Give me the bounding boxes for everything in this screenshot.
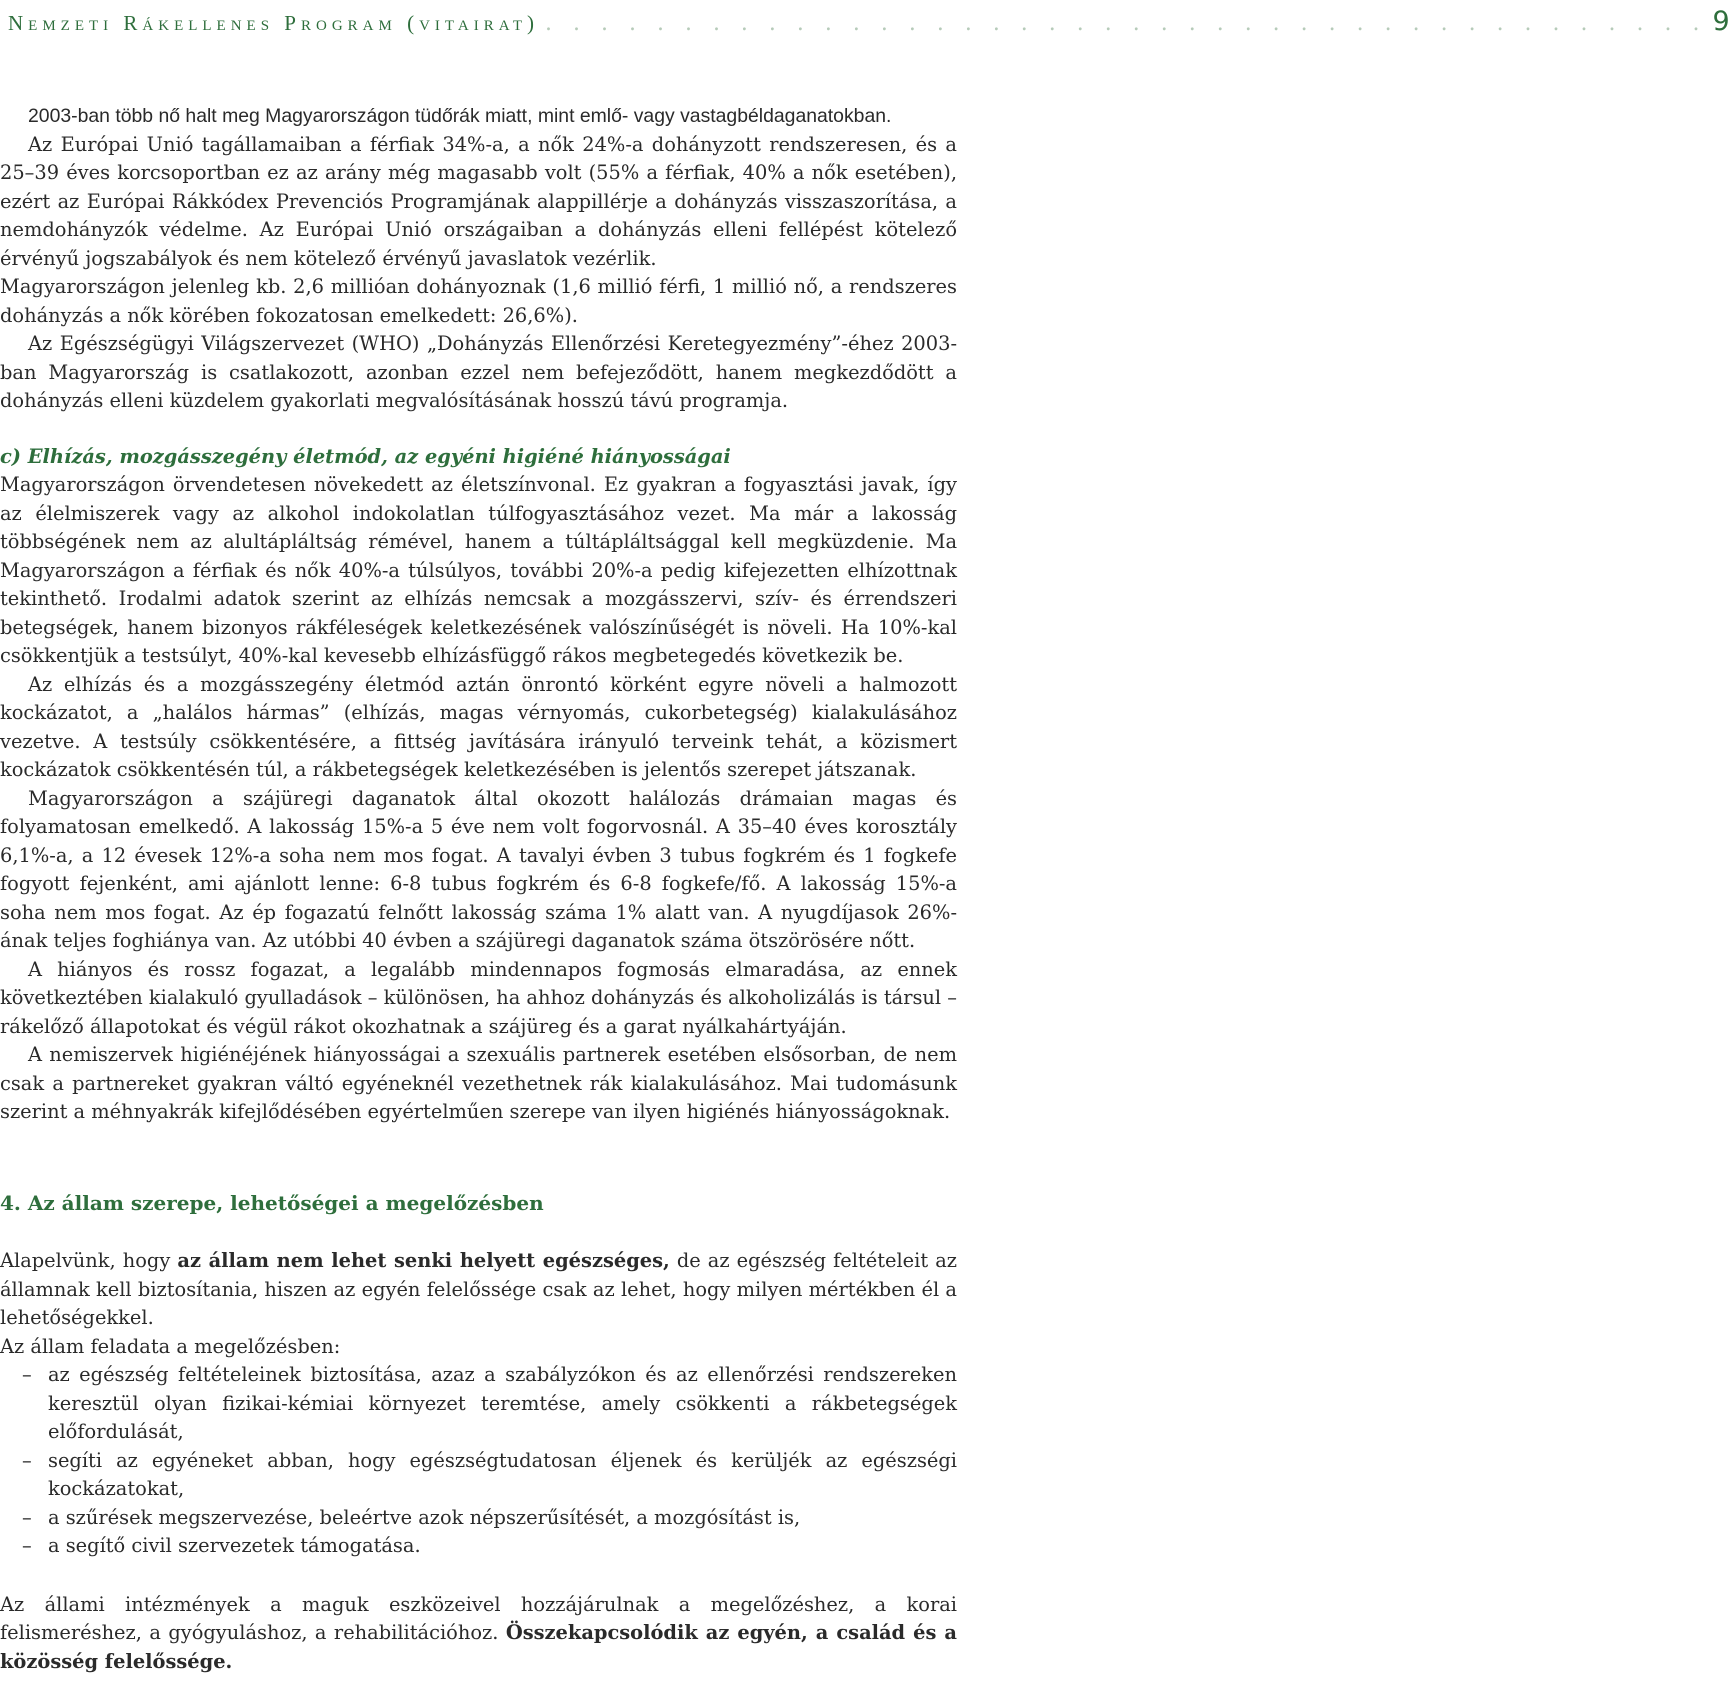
closing-paragraph xyxy=(0,1591,957,1677)
list-item xyxy=(0,1361,957,1447)
paragraph: Magyarországon örvendetesen növekedett az életszínvonal. Ez gyakran a fogyasztási javak, így az élelmiszerek vagy az alkohol indokolatlan túlfogyasztásához vezet. Ma már a lakosság többségének nem az alultápláltság rémével, hanem a túltápláltsággal kell megküzdenie. Ma Magyarországon a férfiak és nők 40%-a túlsúlyos, további 20%-a pedig kifejezetten elhízottnak tekinthető. Irodalmi adatok szerint az elhízás nemcsak a mozgásszervi, szív- és érrendszeri betegségek, hanem bizonyos rákféleségek keletkezésének valószínűségét is növeli. Ha 10%-kal csökkentjük a testsúlyt, 40%-kal kevesebb elhízásfüggő rákos megbetegedés következik be. xyxy=(0,473,957,667)
list-item xyxy=(0,1504,957,1533)
task-list-intro: Az állam feladata a megelőzésben: xyxy=(0,1334,341,1358)
paragraph: Magyarországon jelenleg kb. 2,6 millióan dohányoznak (1,6 millió férfi, 1 millió nő, a rendszeres dohányzás a nők körében fokozatosan emelkedett: 26,6%). xyxy=(0,275,957,327)
paragraph: Magyarországon a szájüregi daganatok által okozott halálozás drámaian magas és folyamatosan emelkedő. A lakosság 15%-a 5 éve nem volt fogorvosnál. A 35–40 éves korosztály 6,1%-a, a 12 évesek 12%-a soha nem mos fogat. A tavalyi évben 3 tubus fogkrém és 1 fogkefe fogyott fejenként, ami ajánlott lenne: 6-8 tubus fogkrém és 6-8 fogkefe/fő. A lakosság 15%-a soha nem mos fogat. Az ép fogazatú felnőtt lakosság száma 1% alatt van. A nyugdíjasok 26%-ának teljes foghiánya van. Az utóbbi 40 évben a szájüregi daganatok száma ötszörösére nőtt. xyxy=(0,786,957,952)
spacer xyxy=(0,1561,957,1591)
body-text xyxy=(0,102,957,1676)
task-list xyxy=(0,1361,957,1561)
dash-bullet: – xyxy=(22,1363,32,1386)
list-item-text: a segítő civil szervezetek támogatása. xyxy=(48,1534,421,1557)
principle-paragraph xyxy=(0,1247,957,1333)
paragraph: Az elhízás és a mozgásszegény életmód aztán önrontó körként egyre növeli a halmozott kockázatot, a „halálos hármas” (elhízás, magas vérnyomás, cukorbetegség) kialakulásához vezetve. A testsúly csökkentésére, a fittség javítására irányuló terveink tehát, a közismert kockázatok csökkentésén túl, a rákbetegségek keletkezésében is jelentős szerepet játszanak. xyxy=(0,672,957,781)
section-heading: 4. Az állam szerepe, lehetőségei a megelőzésben xyxy=(0,1190,544,1215)
running-header xyxy=(8,6,1730,40)
list-item-text: az egészség feltételeinek biztosítása, azaz a szabályzókon és az ellenőrzési rendszereken keresztül olyan fizikai-kémiai környezet teremtése, amely csökkenti a rákbetegségek előfordulását, xyxy=(48,1363,957,1443)
list-item-text: a szűrések megszervezése, beleértve azok népszerűsítését, a mozgósítást is, xyxy=(48,1505,801,1529)
principle-text-end: de az egészség feltételeit az államnak kell biztosítania, hiszen az egyén felelőssége csak az lehet, hogy milyen mértékben él a lehetőségekkel. xyxy=(0,1249,957,1329)
subsection-heading: c) Elhízás, mozgásszegény életmód, az egyéni higiéné hiányosságai xyxy=(0,444,731,468)
paragraph: Az Európai Unió tagállamaiban a férfiak 34%-a, a nők 24%-a dohányzott rendszeresen, és a 25–39 éves korcsoportban ez az arány még magasabb volt (55% a férfiak, 40% a nők esetében), ezért az Európai Rákkódex Prevenciós Programjának alappillérje a dohányzás visszaszorítása, a nemdohányzók védelme. Az Európai Unió országaiban a dohányzás elleni fellépést kötelező érvényű jogszabályok és nem kötelező érvényű javaslatok vezérlik. xyxy=(0,132,957,270)
dash-bullet: – xyxy=(22,1534,32,1557)
paragraph: Az Egészségügyi Világszervezet (WHO) „Dohányzás Ellenőrzési Keretegyezmény”-éhez 2003-ban Magyarország is csatlakozott, azonban ezzel nem befejeződött, hanem megkezdődött a dohányzás elleni küzdelem gyakorlati megvalósításának hosszú távú programja. xyxy=(0,332,957,412)
dash-bullet: – xyxy=(22,1505,32,1529)
closing-text: Az állami intézmények a maguk eszközeivel hozzájárulnak a megelőzéshez, a korai felismeréshez, a gyógyuláshoz, a rehabilitációhoz. xyxy=(0,1592,957,1644)
closing-bold-text: Összekapcsolódik az egyén, a család és a közösség felelőssége. xyxy=(0,1621,957,1673)
paragraph: 2003-ban több nő halt meg Magyarországon tüdőrák miatt, mint emlő- vagy vastagbéldaganatokban. xyxy=(28,105,892,127)
list-item-text: segíti az egyéneket abban, hogy egészségtudatosan éljenek és kerüljék az egészségi kockázatokat, xyxy=(48,1448,957,1500)
paragraph: A nemiszervek higiénéjének hiányosságai a szexuális partnerek esetében elsősorban, de nem csak a partnereket gyakran váltó egyéneknél vezethetnek rák kialakulásához. Mai tudomásunk szerint a méhnyakrák kifejlődésében egyértelműen szerepe van ilyen higiénés hiányosságoknak. xyxy=(0,1043,957,1123)
header-title: Nemzeti Rákellenes Program (vitairat) xyxy=(8,11,540,35)
dash-bullet: – xyxy=(22,1448,32,1472)
principle-text-start: Alapelvünk, hogy xyxy=(0,1249,178,1272)
header-leader-dots: . . . . . . . . . . . . . . . . . . . . . . . . . . . . . . . . . . . . . . . . . . xyxy=(545,11,1707,36)
list-item xyxy=(0,1447,957,1504)
page-number: 9 xyxy=(1712,6,1730,37)
principle-bold-text: az állam nem lehet senki helyett egészséges, xyxy=(177,1249,670,1272)
paragraph: A hiányos és rossz fogazat, a legalább mindennapos fogmosás elmaradása, az ennek következtében kialakuló gyulladások – különösen, ha ahhoz dohányzás és alkoholizálás is társul – rákelőző állapotokat és végül rákot okozhatnak a szájüreg és a garat nyálkahártyáján. xyxy=(0,957,957,1038)
list-item xyxy=(0,1532,957,1561)
